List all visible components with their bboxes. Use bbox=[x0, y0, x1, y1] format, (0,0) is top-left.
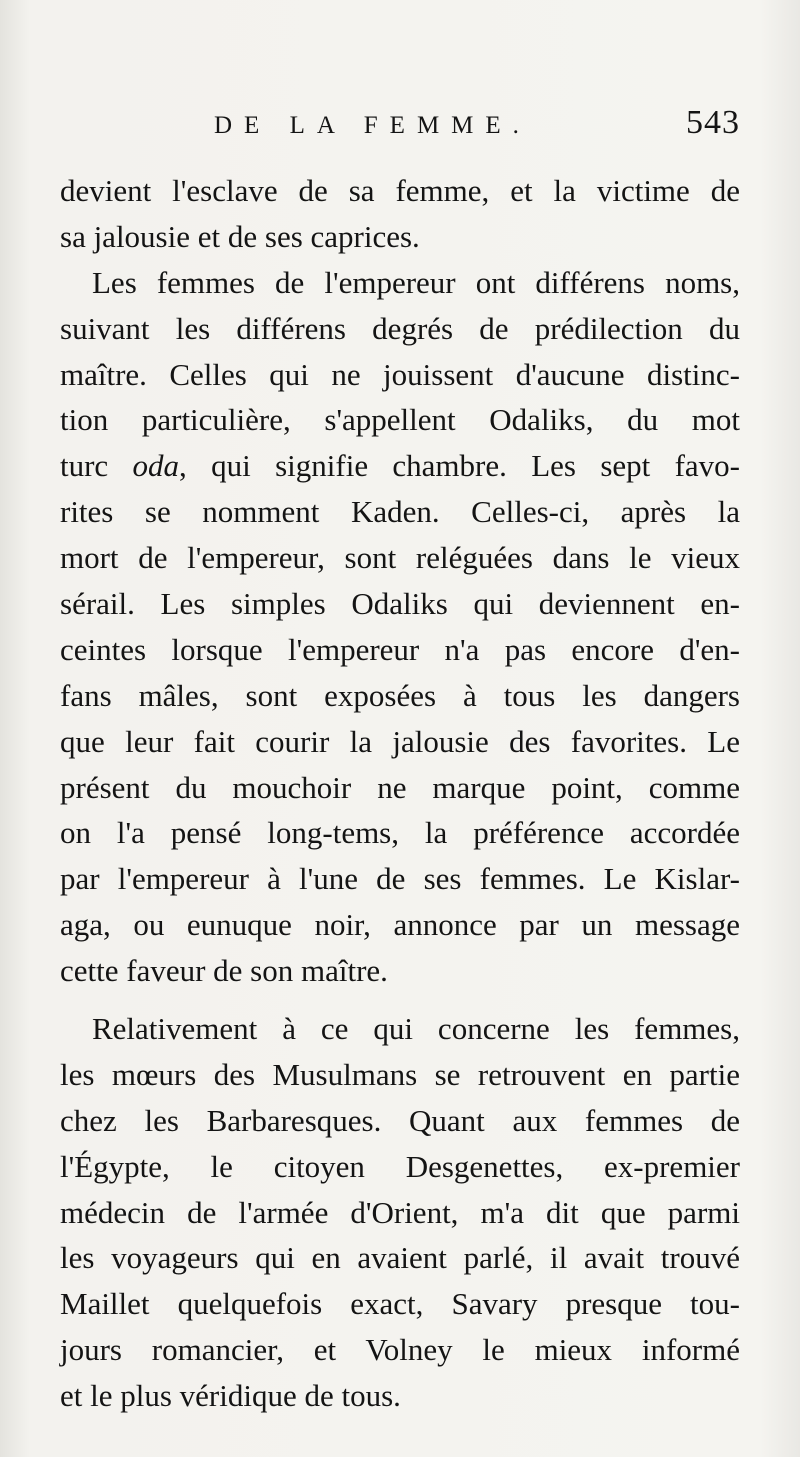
text-line: les voyageurs qui en avaient parlé, il avait trouvé bbox=[60, 1240, 740, 1276]
text-line: mort de l'empereur, sont reléguées dans le vieux bbox=[60, 540, 740, 576]
text-line: l'Égypte, le citoyen Desgenettes, ex-premier bbox=[60, 1148, 740, 1184]
text-line: cette faveur de son maître. bbox=[60, 953, 388, 989]
text-line: tion particulière, s'appellent Odaliks, du mot bbox=[60, 402, 740, 438]
text-line: aga, ou eunuque noir, annonce par un message bbox=[60, 907, 740, 943]
page-header bbox=[60, 104, 740, 152]
text-line: présent du mouchoir ne marque point, comme bbox=[60, 769, 740, 805]
text-line: devient l'esclave de sa femme, et la victime de bbox=[60, 173, 740, 208]
body-text bbox=[60, 168, 740, 1419]
text-line: rites se nomment Kaden. Celles-ci, après la bbox=[60, 494, 740, 530]
text-line: maître. Celles qui ne jouissent d'aucune distinc- bbox=[60, 356, 740, 392]
text-line: et le plus véridique de tous. bbox=[60, 1378, 401, 1414]
text-line: sérail. Les simples Odaliks qui deviennent en- bbox=[60, 586, 740, 622]
running-title: DE LA FEMME. bbox=[214, 112, 531, 139]
text-line: Maillet quelquefois exact, Savary presque tou- bbox=[60, 1286, 740, 1322]
text-line: par l'empereur à l'une de ses femmes. Le Kislar- bbox=[60, 861, 740, 897]
paragraph-1 bbox=[60, 168, 740, 260]
text-line: que leur fait courir la jalousie des favorites. Le bbox=[60, 723, 740, 759]
text-line: Relativement à ce qui concerne les femmes, bbox=[92, 1011, 740, 1047]
text-line: ceintes lorsque l'empereur n'a pas encore d'en- bbox=[60, 631, 740, 667]
text-line: Les femmes de l'empereur ont différens noms, bbox=[92, 264, 740, 300]
text-line: chez les Barbaresques. Quant aux femmes de bbox=[60, 1102, 740, 1138]
text-line: suivant les différens degrés de prédilection du bbox=[60, 310, 740, 346]
text-line: on l'a pensé long-tems, la préférence accordée bbox=[60, 815, 740, 851]
text-line: les mœurs des Musulmans se retrouvent en partie bbox=[60, 1056, 740, 1092]
text-line: sa jalousie et de ses caprices. bbox=[60, 218, 420, 254]
text-line: fans mâles, sont exposées à tous les dangers bbox=[60, 677, 740, 713]
text-line: médecin de l'armée d'Orient, m'a dit que parmi bbox=[60, 1194, 740, 1230]
italic-word: oda bbox=[132, 448, 180, 484]
text-line: turc oda, qui signifie chambre. Les sept favo- bbox=[60, 448, 740, 484]
text-line: jours romancier, et Volney le mieux informé bbox=[60, 1332, 740, 1368]
page-number: 543 bbox=[686, 104, 740, 141]
paragraph-3 bbox=[60, 1006, 740, 1419]
paragraph-2 bbox=[60, 260, 740, 994]
